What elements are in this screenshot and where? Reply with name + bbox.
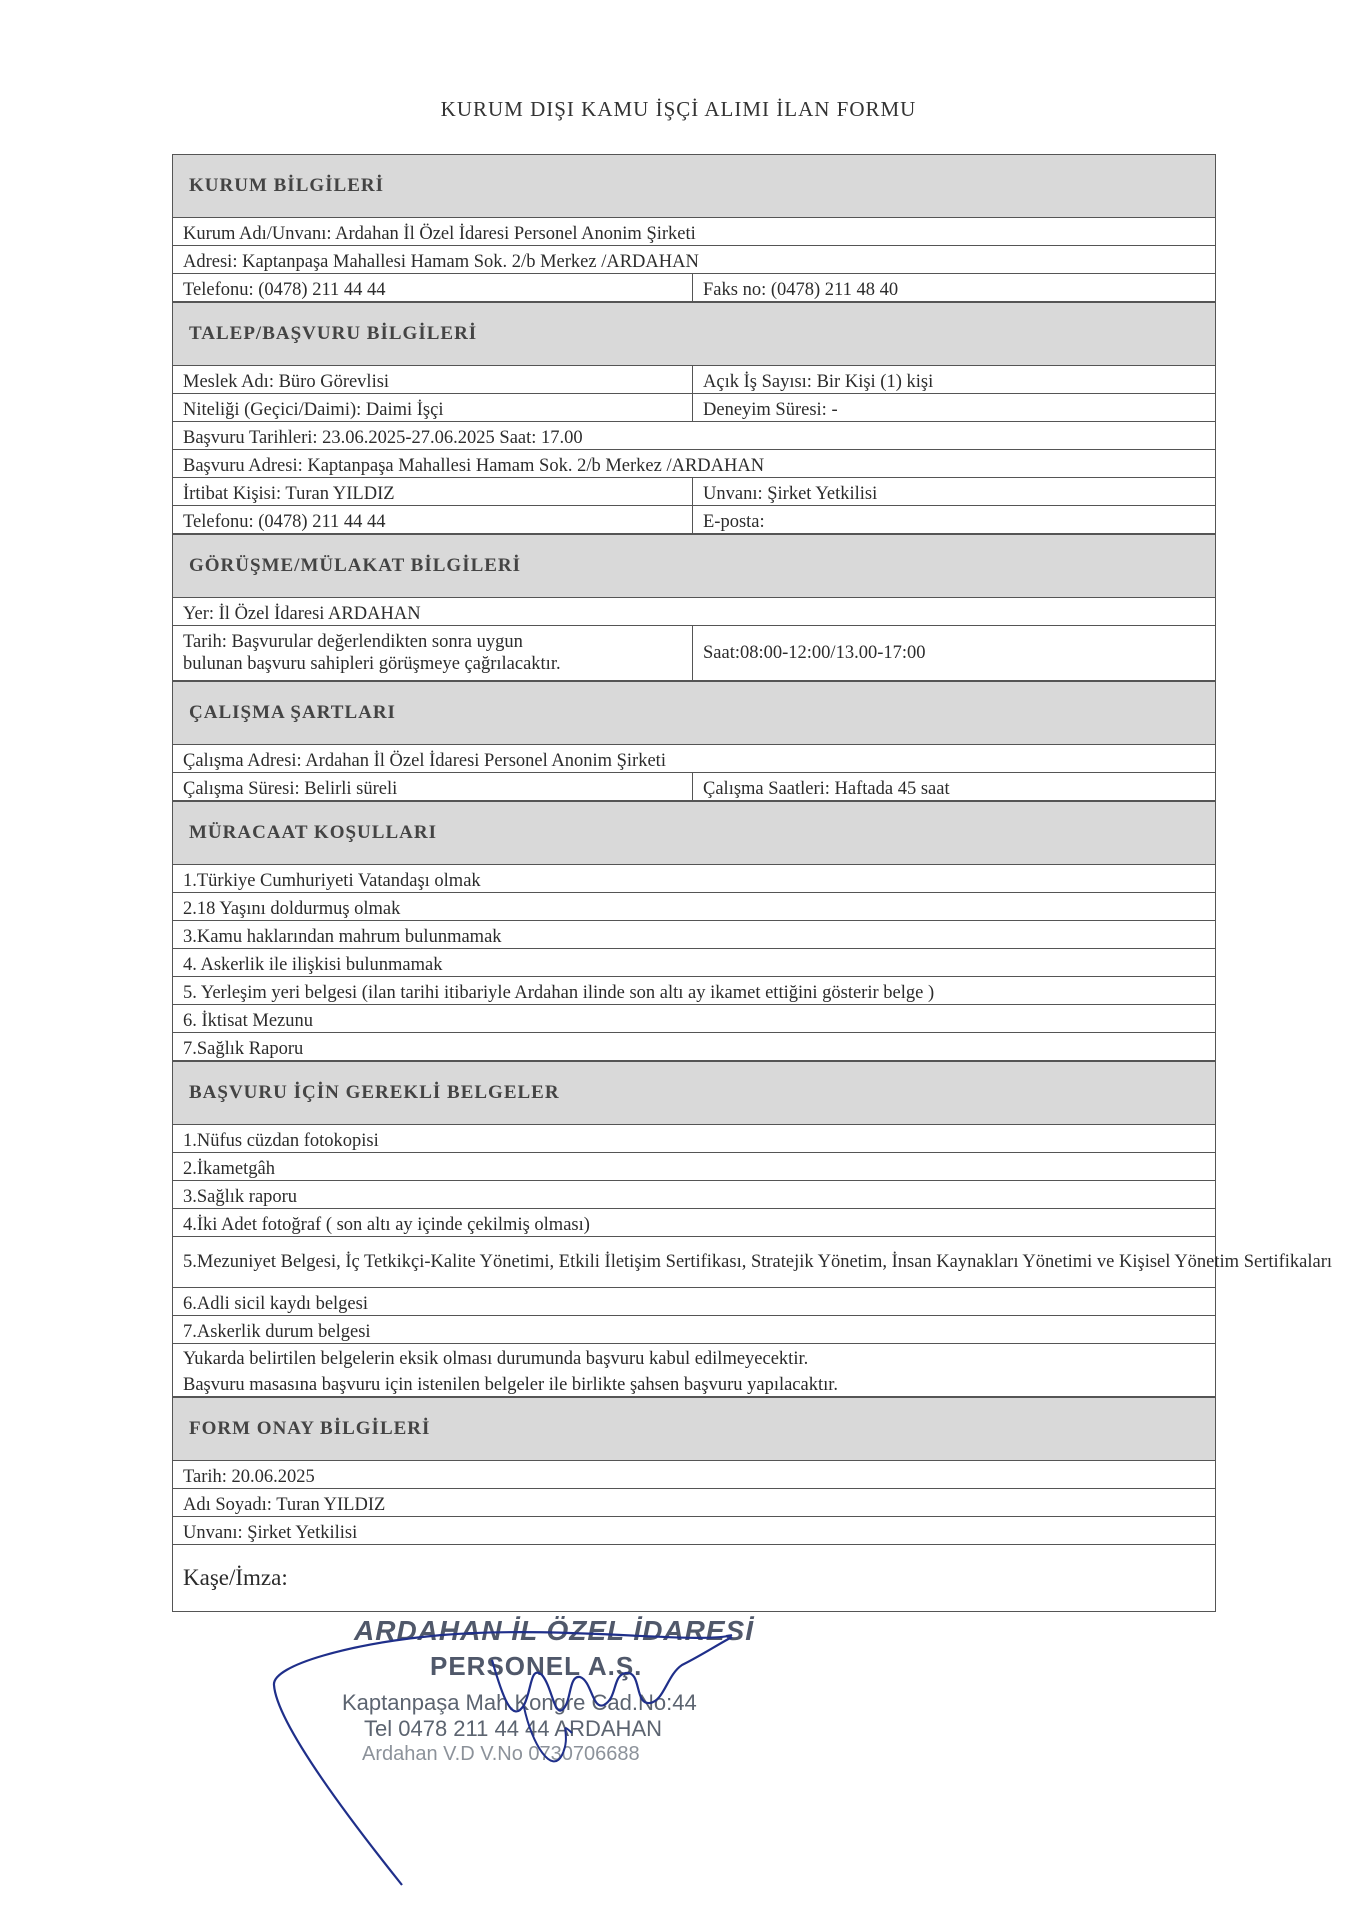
list-item bbox=[173, 1125, 1215, 1153]
section-belgeler-header: BAŞVURU İÇİN GEREKLİ BELGELER bbox=[173, 1061, 1215, 1125]
niteligi: Niteliği (Geçici/Daimi): Daimi İşçi bbox=[173, 394, 693, 421]
kase-imza-row bbox=[173, 1545, 1215, 1612]
stamp-line-2: PERSONEL A.Ş. bbox=[430, 1651, 643, 1681]
onay-unvan-row bbox=[173, 1517, 1215, 1545]
muracaat-item-2: 2.18 Yaşını doldurmuş olmak bbox=[183, 899, 401, 919]
onay-tarih: Tarih: 20.06.2025 bbox=[183, 1467, 315, 1487]
signature-scribble bbox=[262, 1615, 822, 1895]
talep-row-6 bbox=[173, 506, 1215, 534]
application-form bbox=[172, 154, 1333, 1612]
list-item bbox=[173, 921, 1215, 949]
list-item bbox=[173, 1209, 1215, 1237]
gorusme-tarih-row bbox=[173, 626, 1215, 681]
calisma-suresi: Çalışma Süresi: Belirli süreli bbox=[173, 773, 693, 800]
list-item bbox=[173, 1181, 1215, 1209]
list-item bbox=[173, 1316, 1215, 1344]
kase-imza-label: Kaşe/İmza: bbox=[183, 1565, 288, 1590]
belge-item-7: 7.Askerlik durum belgesi bbox=[183, 1322, 371, 1342]
muracaat-item-7: 7.Sağlık Raporu bbox=[183, 1039, 304, 1059]
muracaat-item-1: 1.Türkiye Cumhuriyeti Vatandaşı olmak bbox=[183, 871, 481, 891]
muracaat-item-5: 5. Yerleşim yeri belgesi (ilan tarihi itibariyle Ardahan ilinde son altı ay ikamet ettiğini gösterir belge ) bbox=[183, 983, 935, 1003]
calisma-adres-row bbox=[173, 745, 1215, 773]
gorusme-yer: Yer: İl Özel İdaresi ARDAHAN bbox=[183, 604, 421, 624]
muracaat-item-6: 6. İktisat Mezunu bbox=[183, 1011, 313, 1031]
basvuru-adresi: Başvuru Adresi: Kaptanpaşa Mahallesi Hamam Sok. 2/b Merkez /ARDAHAN bbox=[183, 456, 765, 476]
belge-item-1: 1.Nüfus cüzdan fotokopisi bbox=[183, 1131, 379, 1151]
belgeler-note-2: Başvuru masasına başvuru için istenilen belgeler ile birlikte şahsen başvuru yapılacaktır. bbox=[173, 1370, 1215, 1397]
meslek-adi: Meslek Adı: Büro Görevlisi bbox=[173, 366, 693, 393]
kurum-phone: Telefonu: (0478) 211 44 44 bbox=[173, 274, 693, 301]
section-gorusme-header: GÖRÜŞME/MÜLAKAT BİLGİLERİ bbox=[173, 534, 1215, 598]
stamp-line-1: ARDAHAN İL ÖZEL İDARESİ bbox=[354, 1615, 754, 1646]
onay-unvan: Unvanı: Şirket Yetkilisi bbox=[183, 1523, 358, 1543]
kurum-name-row bbox=[173, 218, 1215, 246]
onay-adi-row bbox=[173, 1489, 1215, 1517]
onay-tarih-row bbox=[173, 1461, 1215, 1489]
list-item bbox=[173, 865, 1215, 893]
talep-row-3 bbox=[173, 422, 1215, 450]
section-muracaat-header: MÜRACAAT KOŞULLARI bbox=[173, 801, 1215, 865]
kurum-address-row bbox=[173, 246, 1215, 274]
talep-row-2 bbox=[173, 394, 1215, 422]
section-talep-header: TALEP/BAŞVURU BİLGİLERİ bbox=[173, 302, 1215, 366]
gorusme-tarih-line-1: Tarih: Başvurular değerlendikten sonra uygun bbox=[183, 632, 523, 652]
irtibat-kisisi: İrtibat Kişisi: Turan YILDIZ bbox=[173, 478, 693, 505]
basvuru-tarihleri: Başvuru Tarihleri: 23.06.2025-27.06.2025 Saat: 17.00 bbox=[183, 428, 583, 448]
stamp-line-3: Kaptanpaşa Mah.Kongre Cad.No:44 bbox=[342, 1690, 697, 1715]
gorusme-yer-row bbox=[173, 598, 1215, 626]
kurum-name: Kurum Adı/Unvanı: Ardahan İl Özel İdaresi Personel Anonim Şirketi bbox=[183, 224, 696, 244]
section-kurum-header: KURUM BİLGİLERİ bbox=[173, 154, 1215, 218]
calisma-sure-row bbox=[173, 773, 1215, 801]
list-item bbox=[173, 893, 1215, 921]
list-item bbox=[173, 1237, 1333, 1288]
acik-is-sayisi: Açık İş Sayısı: Bir Kişi (1) kişi bbox=[703, 372, 934, 392]
list-item bbox=[173, 1005, 1215, 1033]
section-onay-header: FORM ONAY BİLGİLERİ bbox=[173, 1397, 1215, 1461]
gorusme-saat: Saat:08:00-12:00/13.00-17:00 bbox=[703, 643, 926, 663]
kurum-address: Adresi: Kaptanpaşa Mahallesi Hamam Sok. 2/b Merkez /ARDAHAN bbox=[183, 252, 699, 272]
belgeler-note-1: Yukarda belirtilen belgelerin eksik olması durumunda başvuru kabul edilmeyecektir. bbox=[183, 1349, 809, 1369]
irtibat-unvani: Unvanı: Şirket Yetkilisi bbox=[703, 484, 878, 504]
muracaat-item-3: 3.Kamu haklarından mahrum bulunmamak bbox=[183, 927, 502, 947]
calisma-adresi: Çalışma Adresi: Ardahan İl Özel İdaresi Personel Anonim Şirketi bbox=[183, 751, 666, 771]
gorusme-tarih-line-2: bulunan başvuru sahipleri görüşmeye çağrılacaktır. bbox=[183, 654, 561, 674]
kurum-phone-fax-row bbox=[173, 274, 1215, 302]
belge-item-4: 4.İki Adet fotoğraf ( son altı ay içinde çekilmiş olması) bbox=[183, 1215, 590, 1235]
belge-item-3: 3.Sağlık raporu bbox=[183, 1187, 298, 1207]
list-item bbox=[173, 1033, 1215, 1061]
form-title: KURUM DIŞI KAMU İŞÇİ ALIMI İLAN FORMU bbox=[440, 97, 917, 121]
gorusme-tarih bbox=[173, 626, 693, 680]
belge-item-2: 2.İkametgâh bbox=[183, 1159, 275, 1179]
belge-item-5: 5.Mezuniyet Belgesi, İç Tetkikçi-Kalite Yönetimi, Etkili İletişim Sertifikası, Stratejik Yönetim, İnsan Kaynakları Yönetimi ve Kişisel Yönetim Sertifikaları bbox=[183, 1252, 1333, 1272]
talep-row-4 bbox=[173, 450, 1215, 478]
calisma-saatleri: Çalışma Saatleri: Haftada 45 saat bbox=[703, 779, 950, 799]
belge-item-6: 6.Adli sicil kaydı belgesi bbox=[183, 1294, 368, 1314]
section-calisma-header: ÇALIŞMA ŞARTLARI bbox=[173, 681, 1215, 745]
list-item bbox=[173, 949, 1215, 977]
company-stamp bbox=[262, 1615, 822, 1895]
kurum-fax: Faks no: (0478) 211 48 40 bbox=[703, 280, 899, 300]
list-item bbox=[173, 977, 1215, 1005]
talep-telefon: Telefonu: (0478) 211 44 44 bbox=[173, 506, 693, 533]
stamp-line-4: Tel 0478 211 44 44 ARDAHAN bbox=[364, 1716, 662, 1741]
list-item bbox=[173, 1153, 1215, 1181]
talep-row-1 bbox=[173, 366, 1215, 394]
talep-eposta: E-posta: bbox=[703, 512, 765, 532]
talep-row-5 bbox=[173, 478, 1215, 506]
stamp-line-5: Ardahan V.D V.No 0730706688 bbox=[362, 1743, 640, 1765]
muracaat-item-4: 4. Askerlik ile ilişkisi bulunmamak bbox=[183, 955, 443, 975]
onay-adi-soyadi: Adı Soyadı: Turan YILDIZ bbox=[183, 1495, 386, 1515]
deneyim-suresi: Deneyim Süresi: - bbox=[703, 400, 838, 420]
list-item bbox=[173, 1288, 1215, 1316]
